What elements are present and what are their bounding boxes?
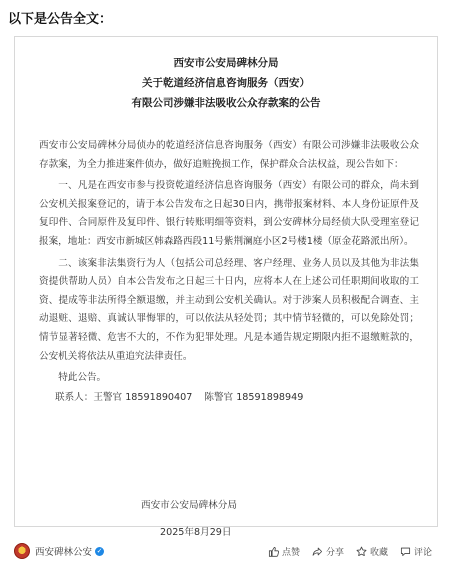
notice-document bbox=[14, 36, 438, 538]
notice-item-2: 二、该案非法集资行为人（包括公司总经理、客户经理、业务人员以及其他为非法集资提供帮助人员）自本公告发布之日起三十日内，应将本人在上述公司任职期间收取的工资、提成等非法所得全额退缴，并主动到公安机关确认。对于涉案人员积极配合调查、主动退赃、退赔、真诚认罪悔罪的，可以依法从轻处罚；其中情节轻微的，可以免除处罚；情节显著轻微、危害不大的，不作为犯罪处理。凡是本通告规定期限内拒不退缴赃款的，公安机关将依法从重追究法律责任。 bbox=[39, 257, 419, 362]
notice-title-line2: 关于乾道经济信息咨询服务（西安） bbox=[142, 77, 310, 89]
signature-date: 2025年8月29日 bbox=[160, 527, 232, 538]
comment-bubble-icon bbox=[400, 546, 411, 557]
share-arrow-icon bbox=[312, 546, 323, 557]
police-badge-icon[interactable] bbox=[14, 543, 30, 559]
notice-closing: 特此公告。 bbox=[58, 372, 107, 384]
contact-label: 联系人： bbox=[55, 391, 94, 403]
notice-item-1: 一、凡是在西安市参与投资乾道经济信息咨询服务（西安）有限公司的群众，尚未到公安机关报案登记的，请于本公告发布之日起30日内，携带报案材料、本人身份证原件及复印件、合同原件及复印件、银行转账明细等资料，到公安碑林分局经侦大队受理室登记报案，地址：西安市新城区韩森路西段11号紫荆澜庭小区2号楼1楼（原金花路派出所）。 bbox=[39, 180, 419, 247]
comment-label: 评论 bbox=[413, 547, 432, 558]
star-icon bbox=[356, 546, 367, 557]
author-name[interactable]: 西安碑林公安 bbox=[35, 547, 93, 558]
action-bar bbox=[256, 545, 432, 558]
like-label: 点赞 bbox=[281, 547, 300, 558]
post-footer bbox=[0, 536, 450, 566]
signature-organization: 西安市公安局碑林分局 bbox=[141, 500, 237, 511]
thumbs-up-icon bbox=[268, 546, 279, 557]
verified-check-icon: ✓ bbox=[96, 546, 103, 555]
notice-title-line1: 西安市公安局碑林分局 bbox=[173, 57, 279, 69]
contact-line bbox=[15, 389, 437, 407]
favorite-label: 收藏 bbox=[369, 547, 388, 558]
like-button[interactable] bbox=[268, 545, 300, 558]
share-button[interactable] bbox=[312, 545, 344, 558]
notice-intro: 西安市公安局碑林分局侦办的乾道经济信息咨询服务（西安）有限公司涉嫌非法吸收公众存款案，为全力推进案件侦办，做好追赃挽损工作，保护群众合法权益，现公告如下： bbox=[39, 140, 419, 170]
contact-person-2: 陈警官 18591898949 bbox=[204, 391, 304, 403]
favorite-button[interactable] bbox=[356, 545, 388, 558]
comment-button[interactable] bbox=[400, 545, 432, 558]
intro-heading: 以下是公告全文： bbox=[8, 12, 113, 27]
notice-title-line3: 有限公司涉嫌非法吸收公众存款案的公告 bbox=[131, 97, 321, 109]
share-label: 分享 bbox=[325, 547, 344, 558]
contact-person-1: 王警官 18591890407 bbox=[93, 391, 193, 403]
